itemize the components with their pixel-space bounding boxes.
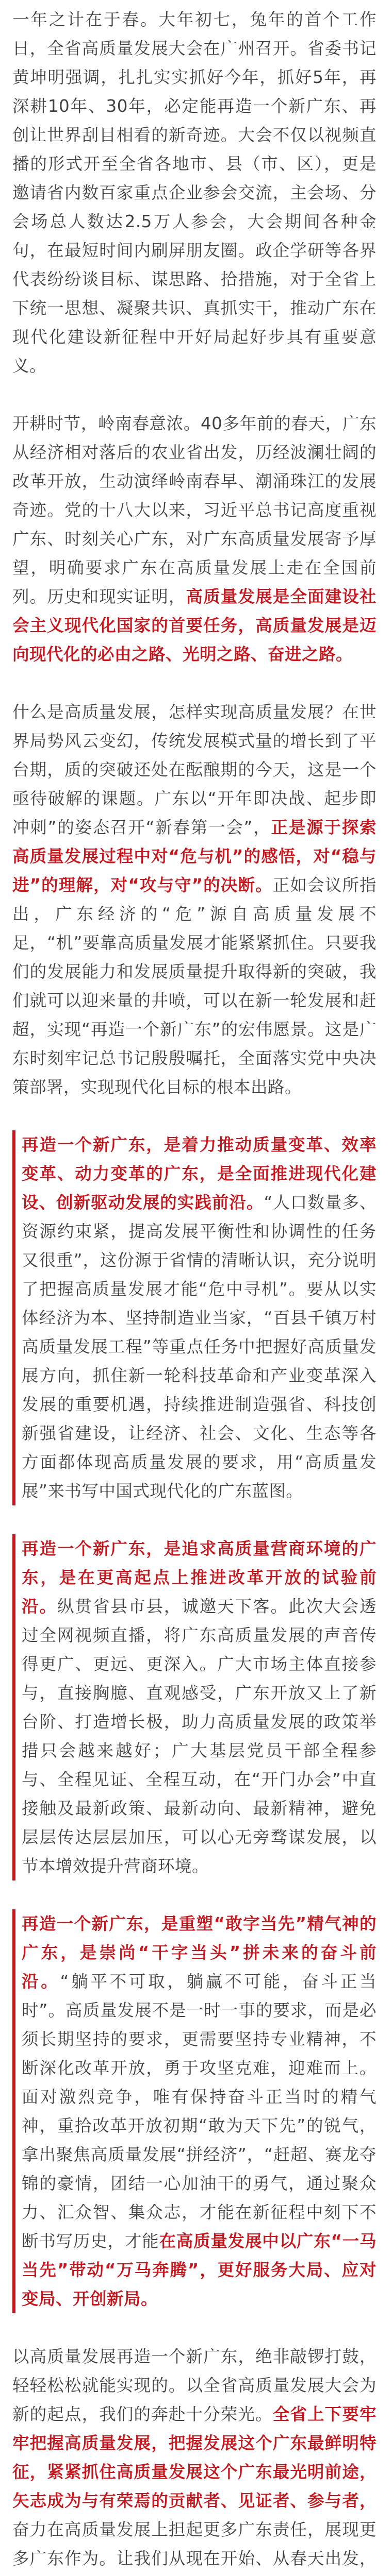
paragraph-3: [12, 698, 377, 1101]
highlighted-text: 再造一个新广东，是追求高质量营商环境的广东，是在更高起点上推进改革开放的试验前沿。: [22, 1539, 377, 1616]
highlighted-text: 再造一个新广东，是重塑“敢字当先”精气神的广东，是崇尚“干字当头”拼未来的奋斗前沿。: [22, 1914, 377, 1991]
highlighted-text: 在高质量发展中以广东“一马当先”带动“万马奔腾”，更好服务大局、应对变局、开创新局。: [22, 2231, 377, 2309]
body-text: 奋力在高质量发展上担起更多广东责任，展现更多广东作为。让我们从现在开始、从春天出发，: [12, 2520, 377, 2568]
paragraph-1: [12, 5, 377, 380]
body-text: 纵贯省县市县，诚邀天下客。此次大会透过全网视频直播，将广东高质量发展的声音传得更广、更远、更深入。广大市场主体直接参与，直接胸臆、直观感受，广东开放又上了新台阶、打造增长极，助力高质量发展的政策举措只会越来越好；广大基层党员干部全程参与、全程见证、全程互动，在“开门办会”中直接触及最新政策、最新动向、最新精神，避免层层传达层层加压，可以心无旁骛谋发展，以节本增效提升营商环境。: [22, 1597, 377, 1876]
paragraph-6-highlight: [12, 1909, 377, 2313]
body-text: 以高质量发展再造一个新广东，绝非敲锣打鼓，轻轻松松就能实现的。以全省高质量发展大会为新的起点，我们的奔赴十分荣光。: [12, 2347, 377, 2424]
body-text: “躺平不可取，躺赢不可能，奋斗正当时”。高质量发展不是一时一事的要求，而是必须长期坚持的要求，更需要坚持专业精神，不断深化改革开放，勇于攻坚克难，迎难而上。面对激烈竞争，唯有保持奋斗正当时的精气神，重拾改革开放初期“敢为天下先”的锐气，拿出聚焦高质量发展“拼经济”，“赶超、赛龙夺锦的豪情，团结一心加油干的勇气，通过聚众力、汇众智、集众志，才能在新征程中刻下不断书写历史，才能: [22, 1972, 377, 2251]
highlighted-text: 再造一个新广东，是着力推动质量变革、效率变革、动力变革的广东，是全面推进现代化建设、创新驱动发展的实践前沿。: [22, 1135, 377, 1212]
highlighted-text: 全省上下要牢牢把握高质量发展，把握发展这个广东最鲜明特征，紧紧抓住高质量发展这个广东最光明前途，矢志成为与有荣焉的贡献者、见证者、参与者，: [12, 2404, 377, 2511]
paragraph-4-highlight: [12, 1130, 377, 1505]
paragraph-2: [12, 409, 377, 669]
body-text: 正如会议所指出，广东经济的“危”源自高质量发展不足，“机”要靠高质量发展才能紧紧抓住。只要我们的发展能力和发展质量提升取得新的突破，我们就可以迎来量的井喷，可以在新一轮发展和赶超，实现“再造一个新广东”的宏伟愿景。这是广东时刻牢记总书记殷殷嘱托，全面落实党中央决策部署，实现现代化目标的根本出路。: [12, 875, 377, 1097]
body-text: 开耕时节，岭南春意浓。40多年前的春天，广东从经济相对落后的农业省出发，历经波澜壮阔的改革开放，生动演绎岭南春早、潮涌珠江的发展奇迹。党的十八大以来，习近平总书记高度重视广东、时刻关心广东，对广东高质量发展寄予厚望，明确要求广东在高质量发展上走在全国前列。历史和现实证明，: [12, 414, 377, 606]
paragraph-7: [12, 2342, 377, 2576]
body-text: 什么是高质量发展，怎样实现高质量发展？在世界局势风云变幻，传统发展模式量的增长到了平台期，质的突破还处在酝酿期的今天，这是一个亟待破解的课题。广东以“开年即决战、起步即冲刺”的姿态召开“新春第一会”，: [12, 702, 377, 837]
paragraph-5-highlight: [12, 1534, 377, 1880]
body-text: “人口数量多、资源约束紧，提高发展平衡性和协调性的任务又很重”，这份源于省情的清晰认识，充分说明了把握高质量发展才能“危中寻机”。要从以实体经济为本、坚持制造业当家，“百县千镇万村高质量发展工程”等重点任务中把握好高质量发展方向，抓住新一轮科技革命和产业变革深入发展的重要机遇，持续推进制造强省、科技创新强省建设，让经济、社会、文化、生态等各方面都体现高质量发展的要求，用“高质量发展”来书写中国式现代化的广东蓝图。: [22, 1193, 377, 1501]
body-text: 一年之计在于春。大年初七，兔年的首个工作日，全省高质量发展大会在广州召开。省委书记黄坤明强调，扎扎实实抓好今年，抓好5年，再深耕10年、30年，必定能再造一个新广东、再创让世界刮目相看的新奇迹。大会不仅以视频直播的形式开至全省各地市、县（市、区），更是邀请省内数百家重点企业参会交流，主会场、分会场总人数达2.5万人参会，大会期间各种金句，在最短时间内刷屏朋友圈。政企学研等各界代表纷纷谈目标、谋思路、拾措施，对于全省上下统一思想、凝聚共识、真抓实干，推动广东在现代化建设新征程中开好局起好步具有重要意义。: [12, 10, 377, 376]
highlighted-text: 高质量发展是全面建设社会主义现代化国家的首要任务，高质量发展是迈向现代化的必由之路、光明之路、奋进之路。: [12, 587, 377, 664]
highlighted-text: 正是源于探索高质量发展过程中对“危与机”的感悟，对“稳与进”的理解，对“攻与守”的决断。: [12, 818, 377, 895]
